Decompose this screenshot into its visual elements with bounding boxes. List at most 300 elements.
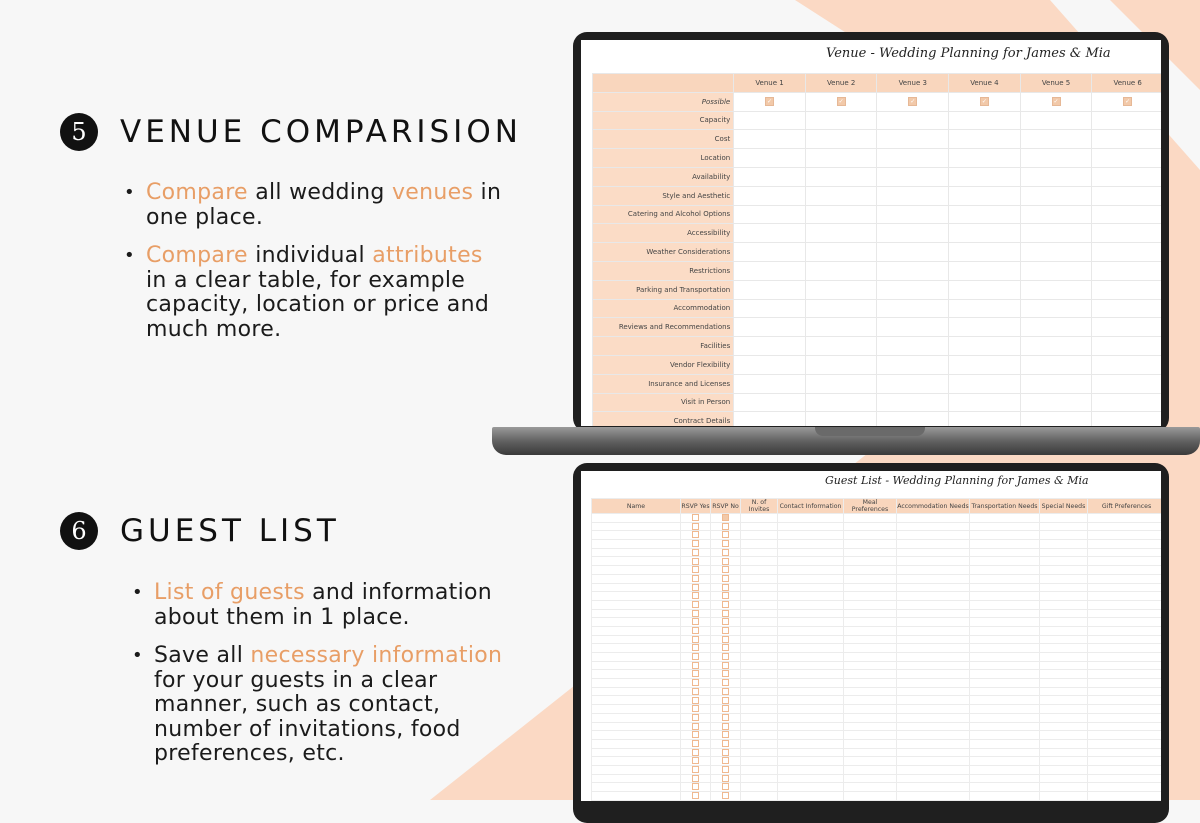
table-cell[interactable]	[1088, 696, 1162, 705]
table-cell[interactable]	[1092, 374, 1161, 393]
table-cell[interactable]	[741, 540, 778, 549]
table-cell[interactable]	[711, 765, 741, 774]
table-cell[interactable]	[897, 713, 970, 722]
table-cell[interactable]	[897, 792, 970, 801]
table-cell[interactable]	[805, 280, 877, 299]
table-cell[interactable]	[734, 337, 806, 356]
table-cell[interactable]	[897, 670, 970, 679]
table-cell[interactable]	[844, 592, 897, 601]
table-cell[interactable]	[1088, 531, 1162, 540]
table-cell[interactable]	[897, 687, 970, 696]
rsvp-checkbox[interactable]	[692, 653, 699, 660]
table-cell[interactable]	[1088, 653, 1162, 662]
table-cell[interactable]	[681, 687, 711, 696]
table-cell[interactable]	[844, 774, 897, 783]
table-cell[interactable]	[897, 696, 970, 705]
table-cell[interactable]	[592, 748, 681, 757]
checkbox[interactable]: ✓	[837, 97, 846, 106]
table-cell[interactable]	[1020, 205, 1092, 224]
rsvp-checkbox[interactable]	[692, 757, 699, 764]
rsvp-checkbox[interactable]	[692, 514, 699, 521]
table-cell[interactable]	[741, 705, 778, 714]
table-cell[interactable]	[681, 592, 711, 601]
table-cell[interactable]	[681, 548, 711, 557]
table-cell[interactable]	[741, 522, 778, 531]
table-cell[interactable]	[1020, 92, 1092, 111]
table-cell[interactable]	[970, 548, 1040, 557]
table-cell[interactable]	[711, 696, 741, 705]
rsvp-checkbox[interactable]	[692, 575, 699, 582]
table-cell[interactable]	[741, 670, 778, 679]
rsvp-checkbox[interactable]	[722, 618, 729, 625]
rsvp-checkbox[interactable]	[692, 697, 699, 704]
table-cell[interactable]	[681, 635, 711, 644]
table-cell[interactable]	[877, 167, 949, 186]
table-cell[interactable]	[844, 783, 897, 792]
rsvp-checkbox[interactable]	[692, 775, 699, 782]
table-cell[interactable]	[592, 531, 681, 540]
table-cell[interactable]	[711, 653, 741, 662]
table-cell[interactable]	[970, 687, 1040, 696]
table-cell[interactable]	[778, 757, 844, 766]
table-cell[interactable]	[844, 800, 897, 801]
table-cell[interactable]	[897, 679, 970, 688]
table-cell[interactable]	[778, 774, 844, 783]
table-cell[interactable]	[778, 696, 844, 705]
table-cell[interactable]	[741, 635, 778, 644]
table-cell[interactable]	[592, 566, 681, 575]
table-cell[interactable]	[805, 186, 877, 205]
table-cell[interactable]	[711, 670, 741, 679]
table-cell[interactable]	[1092, 205, 1161, 224]
table-cell[interactable]	[1088, 566, 1162, 575]
table-cell[interactable]	[681, 531, 711, 540]
table-cell[interactable]	[1040, 696, 1088, 705]
table-cell[interactable]	[970, 600, 1040, 609]
table-cell[interactable]	[778, 626, 844, 635]
table-cell[interactable]	[897, 514, 970, 523]
table-cell[interactable]	[1088, 757, 1162, 766]
table-cell[interactable]	[844, 748, 897, 757]
table-cell[interactable]	[778, 800, 844, 801]
table-cell[interactable]	[949, 111, 1021, 130]
rsvp-checkbox[interactable]	[722, 636, 729, 643]
table-cell[interactable]	[897, 748, 970, 757]
table-cell[interactable]	[897, 731, 970, 740]
table-cell[interactable]	[741, 574, 778, 583]
table-cell[interactable]	[970, 618, 1040, 627]
table-cell[interactable]	[681, 800, 711, 801]
table-cell[interactable]	[741, 618, 778, 627]
table-cell[interactable]	[681, 514, 711, 523]
table-cell[interactable]	[970, 792, 1040, 801]
table-cell[interactable]	[805, 111, 877, 130]
table-cell[interactable]	[949, 412, 1021, 426]
table-cell[interactable]	[1092, 224, 1161, 243]
table-cell[interactable]	[805, 92, 877, 111]
table-cell[interactable]	[1088, 618, 1162, 627]
table-cell[interactable]	[877, 355, 949, 374]
table-cell[interactable]	[778, 566, 844, 575]
table-cell[interactable]	[897, 548, 970, 557]
rsvp-checkbox[interactable]	[692, 618, 699, 625]
table-cell[interactable]	[897, 574, 970, 583]
table-cell[interactable]	[711, 757, 741, 766]
rsvp-checkbox[interactable]	[722, 653, 729, 660]
table-cell[interactable]	[681, 540, 711, 549]
table-cell[interactable]	[681, 705, 711, 714]
rsvp-checkbox[interactable]	[692, 662, 699, 669]
rsvp-checkbox[interactable]	[722, 723, 729, 730]
table-cell[interactable]	[681, 566, 711, 575]
table-cell[interactable]	[949, 167, 1021, 186]
table-cell[interactable]	[592, 722, 681, 731]
table-cell[interactable]	[844, 583, 897, 592]
table-cell[interactable]	[778, 792, 844, 801]
table-cell[interactable]	[1092, 337, 1161, 356]
table-cell[interactable]	[778, 670, 844, 679]
table-cell[interactable]	[805, 149, 877, 168]
table-cell[interactable]	[734, 393, 806, 412]
table-cell[interactable]	[592, 783, 681, 792]
table-cell[interactable]	[1040, 800, 1088, 801]
table-cell[interactable]	[778, 765, 844, 774]
rsvp-checkbox[interactable]	[692, 740, 699, 747]
table-cell[interactable]	[734, 374, 806, 393]
table-cell[interactable]	[1040, 739, 1088, 748]
table-cell[interactable]	[734, 243, 806, 262]
table-cell[interactable]	[741, 661, 778, 670]
table-cell[interactable]	[711, 514, 741, 523]
table-cell[interactable]	[844, 687, 897, 696]
table-cell[interactable]	[844, 635, 897, 644]
table-cell[interactable]	[778, 713, 844, 722]
table-cell[interactable]	[592, 661, 681, 670]
table-cell[interactable]	[778, 574, 844, 583]
table-cell[interactable]	[778, 739, 844, 748]
table-cell[interactable]	[877, 280, 949, 299]
table-cell[interactable]	[1088, 800, 1162, 801]
table-cell[interactable]	[970, 722, 1040, 731]
table-cell[interactable]	[1092, 130, 1161, 149]
table-cell[interactable]	[970, 609, 1040, 618]
table-cell[interactable]	[741, 774, 778, 783]
table-cell[interactable]	[592, 731, 681, 740]
table-cell[interactable]	[844, 713, 897, 722]
table-cell[interactable]	[778, 653, 844, 662]
table-cell[interactable]	[1040, 748, 1088, 757]
table-cell[interactable]	[778, 592, 844, 601]
table-cell[interactable]	[741, 653, 778, 662]
table-cell[interactable]	[805, 261, 877, 280]
table-cell[interactable]	[711, 731, 741, 740]
table-cell[interactable]	[844, 600, 897, 609]
table-cell[interactable]	[1092, 167, 1161, 186]
table-cell[interactable]	[1040, 757, 1088, 766]
table-cell[interactable]	[897, 635, 970, 644]
table-cell[interactable]	[897, 757, 970, 766]
table-cell[interactable]	[1088, 679, 1162, 688]
table-cell[interactable]	[1040, 670, 1088, 679]
table-cell[interactable]	[877, 299, 949, 318]
table-cell[interactable]	[681, 618, 711, 627]
table-cell[interactable]	[711, 531, 741, 540]
table-cell[interactable]	[1020, 299, 1092, 318]
table-cell[interactable]	[734, 111, 806, 130]
table-cell[interactable]	[949, 318, 1021, 337]
table-cell[interactable]	[1040, 644, 1088, 653]
table-cell[interactable]	[778, 531, 844, 540]
table-cell[interactable]	[877, 186, 949, 205]
rsvp-checkbox[interactable]	[692, 540, 699, 547]
table-cell[interactable]	[711, 522, 741, 531]
table-cell[interactable]	[711, 748, 741, 757]
rsvp-checkbox[interactable]	[692, 766, 699, 773]
table-cell[interactable]	[1092, 393, 1161, 412]
table-cell[interactable]	[844, 557, 897, 566]
table-cell[interactable]	[778, 618, 844, 627]
table-cell[interactable]	[1020, 280, 1092, 299]
table-cell[interactable]	[778, 705, 844, 714]
table-cell[interactable]	[592, 557, 681, 566]
table-cell[interactable]	[778, 609, 844, 618]
table-cell[interactable]	[844, 670, 897, 679]
table-cell[interactable]	[1088, 548, 1162, 557]
table-cell[interactable]	[711, 540, 741, 549]
table-cell[interactable]	[877, 205, 949, 224]
table-cell[interactable]	[1040, 713, 1088, 722]
rsvp-checkbox[interactable]	[692, 714, 699, 721]
rsvp-checkbox[interactable]	[692, 679, 699, 686]
table-cell[interactable]	[970, 626, 1040, 635]
table-cell[interactable]	[970, 566, 1040, 575]
table-cell[interactable]	[592, 644, 681, 653]
table-cell[interactable]	[970, 583, 1040, 592]
table-cell[interactable]	[1020, 412, 1092, 426]
rsvp-checkbox[interactable]	[722, 697, 729, 704]
table-cell[interactable]	[592, 574, 681, 583]
table-cell[interactable]	[949, 243, 1021, 262]
table-cell[interactable]	[741, 592, 778, 601]
table-cell[interactable]	[1088, 774, 1162, 783]
table-cell[interactable]	[734, 224, 806, 243]
table-cell[interactable]	[844, 609, 897, 618]
table-cell[interactable]	[1092, 186, 1161, 205]
table-cell[interactable]	[681, 792, 711, 801]
table-cell[interactable]	[970, 748, 1040, 757]
table-cell[interactable]	[1020, 393, 1092, 412]
table-cell[interactable]	[681, 783, 711, 792]
table-cell[interactable]	[877, 337, 949, 356]
table-cell[interactable]	[877, 149, 949, 168]
rsvp-checkbox[interactable]	[722, 714, 729, 721]
table-cell[interactable]	[970, 557, 1040, 566]
table-cell[interactable]	[1092, 92, 1161, 111]
table-cell[interactable]	[1040, 626, 1088, 635]
table-cell[interactable]	[1092, 111, 1161, 130]
rsvp-checkbox[interactable]	[692, 558, 699, 565]
table-cell[interactable]	[592, 792, 681, 801]
table-cell[interactable]	[897, 522, 970, 531]
table-cell[interactable]	[949, 261, 1021, 280]
rsvp-checkbox[interactable]	[692, 531, 699, 538]
table-cell[interactable]	[1092, 280, 1161, 299]
table-cell[interactable]	[897, 705, 970, 714]
table-cell[interactable]	[741, 600, 778, 609]
table-cell[interactable]	[1020, 149, 1092, 168]
table-cell[interactable]	[681, 609, 711, 618]
rsvp-checkbox[interactable]	[722, 531, 729, 538]
rsvp-checkbox[interactable]	[692, 723, 699, 730]
table-cell[interactable]	[844, 739, 897, 748]
table-cell[interactable]	[741, 548, 778, 557]
table-cell[interactable]	[1040, 522, 1088, 531]
table-cell[interactable]	[711, 722, 741, 731]
rsvp-checkbox[interactable]	[692, 636, 699, 643]
table-cell[interactable]	[711, 635, 741, 644]
table-cell[interactable]	[970, 783, 1040, 792]
table-cell[interactable]	[741, 783, 778, 792]
rsvp-checkbox[interactable]	[722, 514, 729, 521]
table-cell[interactable]	[592, 522, 681, 531]
table-cell[interactable]	[844, 653, 897, 662]
table-cell[interactable]	[897, 618, 970, 627]
rsvp-checkbox[interactable]	[722, 670, 729, 677]
table-cell[interactable]	[681, 626, 711, 635]
rsvp-checkbox[interactable]	[722, 627, 729, 634]
table-cell[interactable]	[711, 600, 741, 609]
table-cell[interactable]	[1088, 522, 1162, 531]
table-cell[interactable]	[1088, 514, 1162, 523]
table-cell[interactable]	[844, 626, 897, 635]
table-cell[interactable]	[681, 731, 711, 740]
table-cell[interactable]	[592, 679, 681, 688]
table-cell[interactable]	[897, 592, 970, 601]
table-cell[interactable]	[1040, 661, 1088, 670]
table-cell[interactable]	[1040, 540, 1088, 549]
table-cell[interactable]	[970, 679, 1040, 688]
table-cell[interactable]	[1088, 600, 1162, 609]
table-cell[interactable]	[1088, 557, 1162, 566]
table-cell[interactable]	[711, 618, 741, 627]
table-cell[interactable]	[741, 696, 778, 705]
table-cell[interactable]	[897, 774, 970, 783]
rsvp-checkbox[interactable]	[692, 523, 699, 530]
rsvp-checkbox[interactable]	[692, 627, 699, 634]
table-cell[interactable]	[741, 731, 778, 740]
table-cell[interactable]	[877, 393, 949, 412]
table-cell[interactable]	[897, 600, 970, 609]
table-cell[interactable]	[1040, 635, 1088, 644]
table-cell[interactable]	[970, 713, 1040, 722]
table-cell[interactable]	[1040, 792, 1088, 801]
table-cell[interactable]	[877, 92, 949, 111]
table-cell[interactable]	[805, 299, 877, 318]
table-cell[interactable]	[1088, 583, 1162, 592]
rsvp-checkbox[interactable]	[722, 792, 729, 799]
table-cell[interactable]	[1092, 243, 1161, 262]
table-cell[interactable]	[1040, 592, 1088, 601]
table-cell[interactable]	[734, 205, 806, 224]
table-cell[interactable]	[681, 679, 711, 688]
table-cell[interactable]	[844, 731, 897, 740]
rsvp-checkbox[interactable]	[692, 705, 699, 712]
table-cell[interactable]	[741, 679, 778, 688]
table-cell[interactable]	[949, 337, 1021, 356]
table-cell[interactable]	[949, 355, 1021, 374]
rsvp-checkbox[interactable]	[692, 670, 699, 677]
rsvp-checkbox[interactable]	[722, 575, 729, 582]
table-cell[interactable]	[592, 583, 681, 592]
table-cell[interactable]	[949, 186, 1021, 205]
table-cell[interactable]	[711, 792, 741, 801]
table-cell[interactable]	[805, 167, 877, 186]
table-cell[interactable]	[970, 635, 1040, 644]
table-cell[interactable]	[949, 149, 1021, 168]
table-cell[interactable]	[844, 696, 897, 705]
table-cell[interactable]	[897, 531, 970, 540]
rsvp-checkbox[interactable]	[692, 688, 699, 695]
table-cell[interactable]	[877, 374, 949, 393]
table-cell[interactable]	[741, 800, 778, 801]
table-cell[interactable]	[711, 644, 741, 653]
table-cell[interactable]	[681, 600, 711, 609]
rsvp-checkbox[interactable]	[722, 644, 729, 651]
table-cell[interactable]	[844, 548, 897, 557]
table-cell[interactable]	[741, 514, 778, 523]
table-cell[interactable]	[949, 374, 1021, 393]
table-cell[interactable]	[1020, 374, 1092, 393]
table-cell[interactable]	[844, 522, 897, 531]
table-cell[interactable]	[681, 557, 711, 566]
table-cell[interactable]	[844, 792, 897, 801]
table-cell[interactable]	[778, 687, 844, 696]
table-cell[interactable]	[1092, 318, 1161, 337]
table-cell[interactable]	[734, 130, 806, 149]
table-cell[interactable]	[734, 186, 806, 205]
table-cell[interactable]	[681, 522, 711, 531]
table-cell[interactable]	[711, 687, 741, 696]
table-cell[interactable]	[897, 739, 970, 748]
table-cell[interactable]	[734, 92, 806, 111]
table-cell[interactable]	[1088, 670, 1162, 679]
rsvp-checkbox[interactable]	[692, 731, 699, 738]
table-cell[interactable]	[741, 739, 778, 748]
table-cell[interactable]	[778, 514, 844, 523]
table-cell[interactable]	[711, 679, 741, 688]
rsvp-checkbox[interactable]	[692, 749, 699, 756]
table-cell[interactable]	[711, 661, 741, 670]
rsvp-checkbox[interactable]	[722, 592, 729, 599]
table-cell[interactable]	[711, 800, 741, 801]
table-cell[interactable]	[592, 774, 681, 783]
table-cell[interactable]	[1040, 557, 1088, 566]
table-cell[interactable]	[877, 224, 949, 243]
table-cell[interactable]	[1040, 583, 1088, 592]
table-cell[interactable]	[1020, 167, 1092, 186]
table-cell[interactable]	[1088, 739, 1162, 748]
table-cell[interactable]	[778, 679, 844, 688]
table-cell[interactable]	[1088, 626, 1162, 635]
table-cell[interactable]	[1088, 661, 1162, 670]
table-cell[interactable]	[734, 318, 806, 337]
table-cell[interactable]	[1088, 765, 1162, 774]
rsvp-checkbox[interactable]	[722, 731, 729, 738]
table-cell[interactable]	[844, 661, 897, 670]
table-cell[interactable]	[970, 574, 1040, 583]
table-cell[interactable]	[741, 722, 778, 731]
table-cell[interactable]	[1092, 299, 1161, 318]
